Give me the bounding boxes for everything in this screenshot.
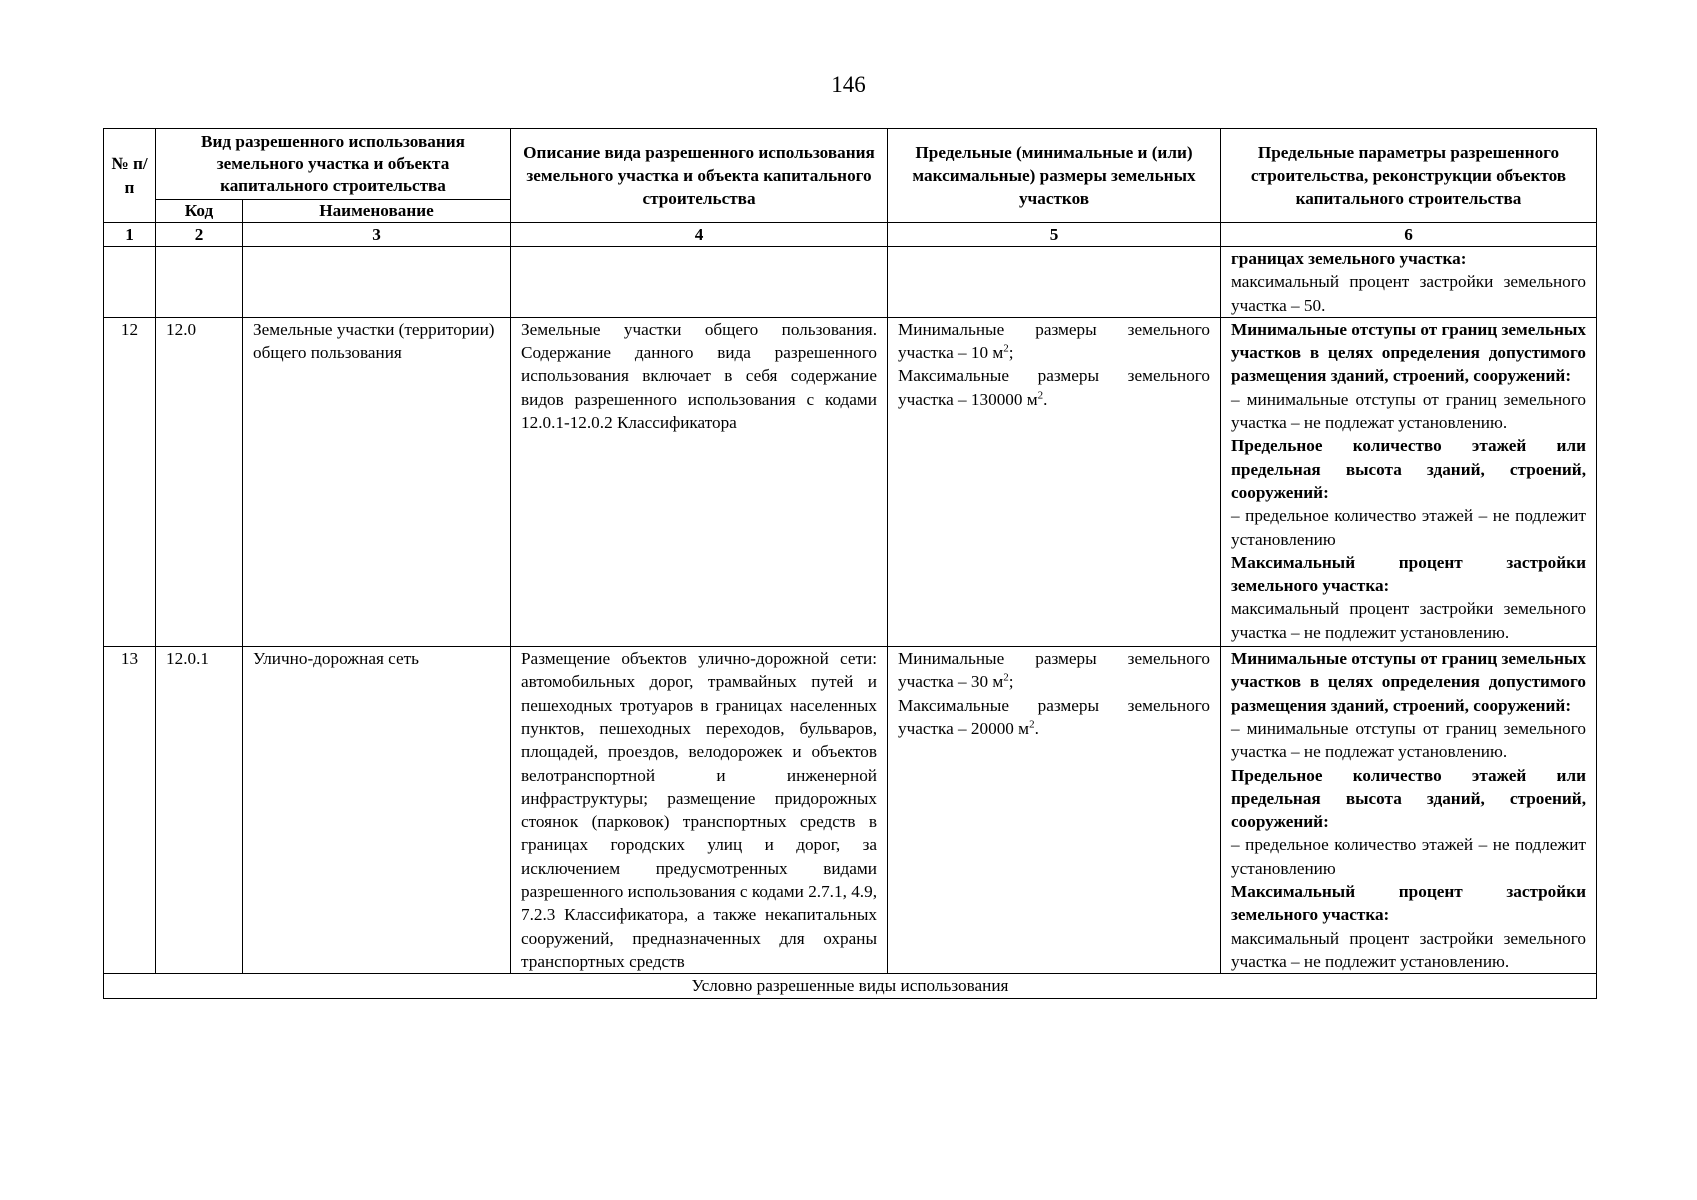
column-number: 5 <box>888 223 1221 247</box>
sizes-min-end: ; <box>1008 672 1014 692</box>
sizes-min-sup: 2 <box>1003 342 1009 355</box>
sizes-min <box>898 318 1210 365</box>
row-number: 12 <box>104 317 156 646</box>
table-row <box>104 317 1597 646</box>
continuation-params <box>1221 247 1597 318</box>
sizes-max-text: Максимальные размеры земельного участка – 130000 м <box>898 366 1210 409</box>
page-number: 146 <box>831 72 866 97</box>
header-use-type: Вид разрешенного использования земельного участка и объекта капитального строительства <box>156 129 511 200</box>
sizes-min-end: ; <box>1008 343 1014 363</box>
row-code: 12.0.1 <box>156 647 243 974</box>
coverage-text: максимальный процент застройки земельного участка – не подлежит установлению. <box>1231 599 1586 642</box>
header-code: Код <box>156 200 243 223</box>
sizes-max-end: . <box>1034 718 1039 738</box>
setback-title: Минимальные отступы от границ земельных участков в целях определения допустимого размещения зданий, строений, сооружений: <box>1231 319 1586 386</box>
continuation-bold: границах земельного участка: <box>1231 249 1467 268</box>
section-heading: Условно разрешенные виды использования <box>104 974 1597 999</box>
sizes-max-sup: 2 <box>1029 718 1035 731</box>
sizes-min <box>898 647 1210 694</box>
header-description: Описание вида разрешенного использования земельного участка и объекта капитального строительства <box>511 129 888 223</box>
column-numbers-row <box>104 223 1597 247</box>
column-number: 1 <box>104 223 156 247</box>
header-parameters: Предельные параметры разрешенного строительства, реконструкции объектов капитального строительства <box>1221 129 1597 223</box>
coverage-title: Максимальный процент застройки земельного участка: <box>1231 882 1586 925</box>
section-row <box>104 974 1597 999</box>
row-name: Земельные участки (территории) общего пользования <box>243 317 511 646</box>
header-row-1 <box>104 129 1597 200</box>
empty-cell <box>156 247 243 318</box>
header-number: № п/п <box>104 129 156 223</box>
empty-cell <box>104 247 156 318</box>
sizes-min-text: Минимальные размеры земельного участка – 10 м <box>898 319 1210 363</box>
sizes-max-text: Максимальные размеры земельного участка – 20000 м <box>898 695 1210 738</box>
row-sizes <box>888 317 1221 646</box>
floors-text: – предельное количество этажей – не подлежит установлению <box>1231 506 1586 549</box>
column-number: 3 <box>243 223 511 247</box>
empty-cell <box>511 247 888 318</box>
description-text: Земельные участки общего пользования. Содержание данного вида разрешенного использования включает в себя содержание видов разрешенного использования с кодами 12.0.1-12.0.2 Классификатора <box>521 319 877 433</box>
sizes-max <box>898 364 1210 411</box>
setback-text: – минимальные отступы от границ земельного участка – не подлежат установлению. <box>1231 389 1586 433</box>
header-name: Наименование <box>243 200 511 223</box>
sizes-min-sup: 2 <box>1003 671 1009 684</box>
sizes-max <box>898 694 1210 741</box>
row-params <box>1221 647 1597 974</box>
row-description <box>511 317 888 646</box>
row-number: 13 <box>104 647 156 974</box>
table-row <box>104 647 1597 974</box>
coverage-title: Максимальный процент застройки земельного участка: <box>1231 552 1586 596</box>
sizes-max-sup: 2 <box>1037 389 1044 402</box>
table-row-continuation <box>104 247 1597 318</box>
floors-title: Предельное количество этажей или предельная высота зданий, строений, сооружений: <box>1231 436 1586 502</box>
floors-title: Предельное количество этажей или предельная высота зданий, строений, сооружений: <box>1231 765 1586 832</box>
sizes-min-text: Минимальные размеры земельного участка – 30 м <box>898 649 1210 692</box>
column-number: 2 <box>156 223 243 247</box>
setback-text: – минимальные отступы от границ земельного участка – не подлежат установлению. <box>1231 718 1586 762</box>
empty-cell <box>243 247 511 318</box>
header-sizes: Предельные (минимальные и (или) максимальные) размеры земельных участков <box>888 129 1221 223</box>
row-description <box>511 647 888 974</box>
empty-cell <box>888 247 1221 318</box>
column-number: 6 <box>1221 223 1597 247</box>
continuation-text: максимальный процент застройки земельного участка – 50. <box>1231 272 1586 315</box>
row-code: 12.0 <box>156 317 243 646</box>
row-name: Улично-дорожная сеть <box>243 647 511 974</box>
setback-title: Минимальные отступы от границ земельных участков в целях определения допустимого размещения зданий, строений, сооружений: <box>1231 649 1586 715</box>
row-sizes <box>888 647 1221 974</box>
row-params <box>1221 317 1597 646</box>
sizes-max-end: . <box>1043 389 1048 409</box>
column-number: 4 <box>511 223 888 247</box>
floors-text: – предельное количество этажей – не подлежит установлению <box>1231 835 1586 878</box>
land-use-table <box>103 128 1597 999</box>
coverage-text: максимальный процент застройки земельного участка – не подлежит установлению. <box>1231 928 1586 971</box>
description-text: Размещение объектов улично-дорожной сети: автомобильных дорог, трамвайных путей и пешеходных тротуаров в границах населенных пунктов, пешеходных переходов, бульваров, площадей, проездов, велодорожек и объектов велотранспортной и инженерной инфраструктуры; размещение придорожных стоянок (парковок) транспортных средств в границах городских улиц и дорог, за исключением предусмотренных видами разрешенного использования с кодами 2.7.1, 4.9, 7.2.3 Классификатора, а также некапитальных сооружений, предназначенных для охраны транспортных средств <box>521 649 877 971</box>
